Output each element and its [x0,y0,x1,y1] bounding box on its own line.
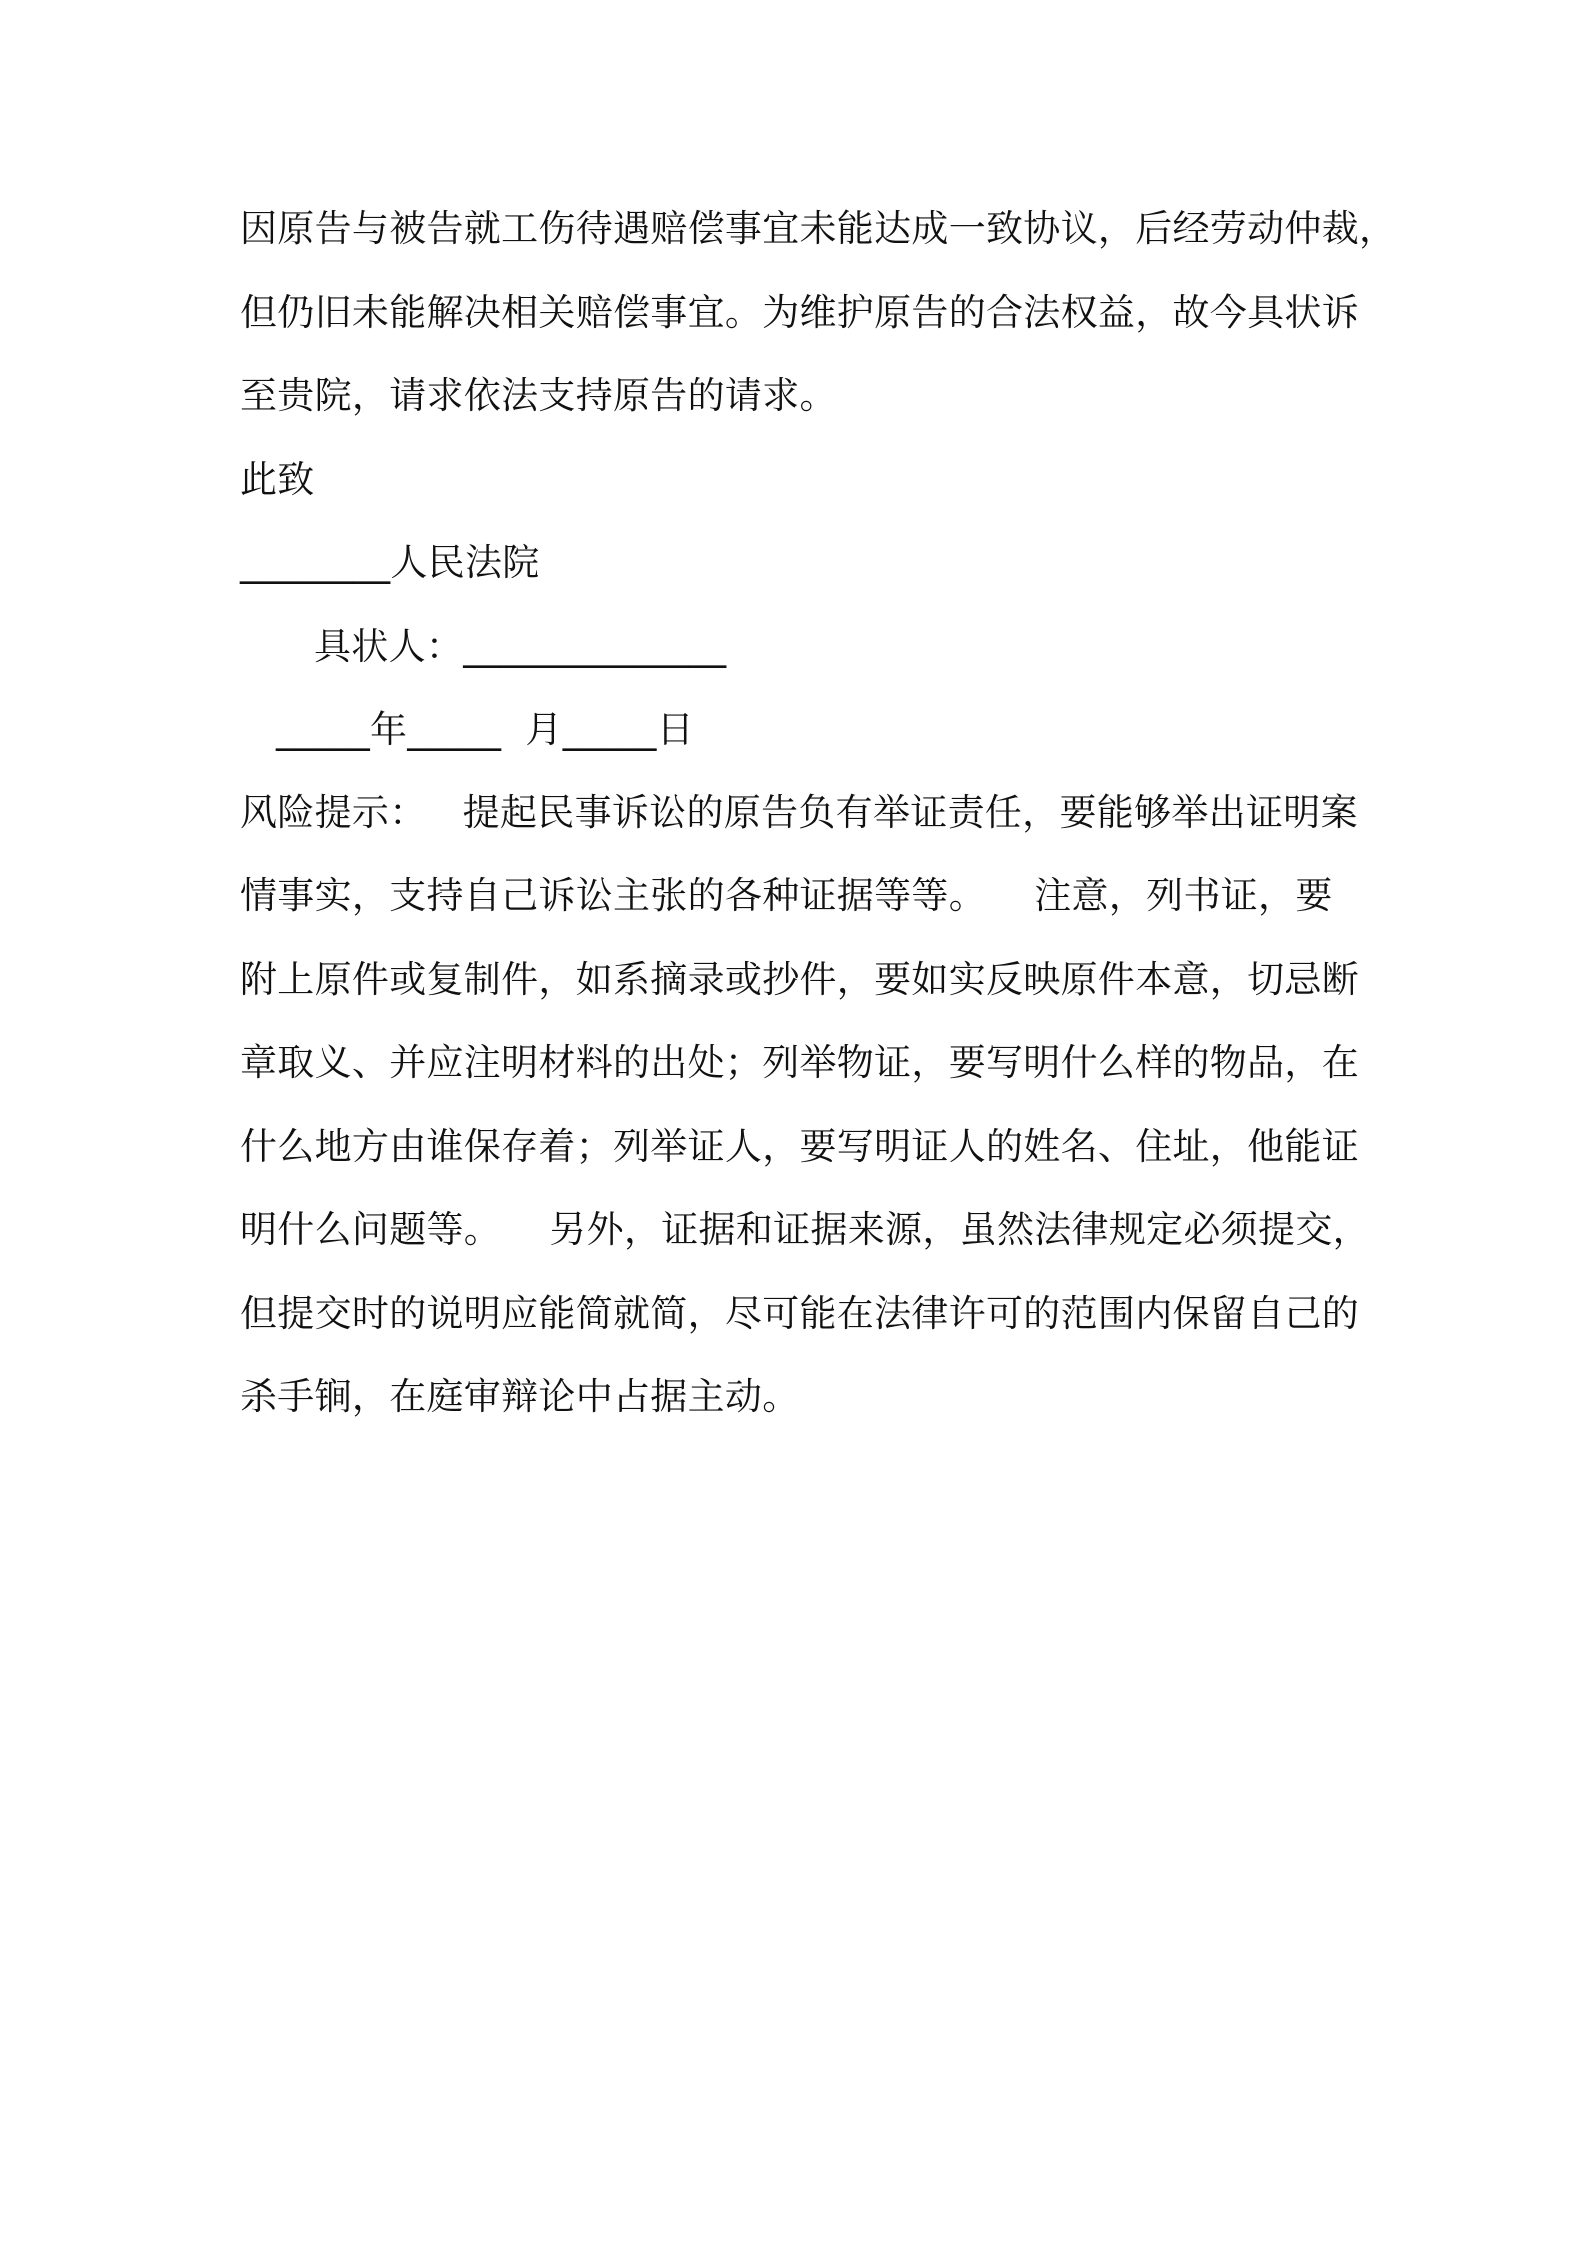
paragraph-line: 因原告与被告就工伤待遇赔偿事宜未能达成一致协议，后经劳动仲裁， [240,207,1397,250]
risk-line: 章取义、并应注明材料的出处；列举物证，要写明什么样的物品，在 [240,1041,1359,1084]
paragraph-line: 但仍旧未能解决相关赔偿事宜。为维护原告的合法权益，故今具状诉 [240,291,1359,334]
risk-line: 什么地方由谁保存着；列举证人，要写明证人的姓名、住址，他能证 [240,1125,1359,1168]
risk-line: 但提交时的说明应能简就简，尽可能在法律许可的范围内保留自己的 [240,1292,1359,1335]
salutation: 此致 [240,458,315,501]
risk-line: 情事实，支持自己诉讼主张的各种证据等等。 注意，列书证，要 [240,874,1333,917]
signature-line: 具状人：______________ [314,625,727,668]
risk-line: 杀手锏，在庭审辩论中占据主动。 [240,1375,800,1418]
risk-line: 附上原件或复制件，如系摘录或抄件，要如实反映原件本意，切忌断 [240,958,1359,1001]
risk-line: 风险提示： 提起民事诉讼的原告负有举证责任，要能够举出证明案 [240,791,1358,834]
risk-line: 明什么问题等。 另外，证据和证据来源，虽然法律规定必须提交， [240,1208,1370,1251]
court-line: ________人民法院 [240,541,540,584]
date-line: _____年_____ 月_____日 [276,708,695,751]
paragraph-line: 至贵院，请求依法支持原告的请求。 [240,374,837,417]
